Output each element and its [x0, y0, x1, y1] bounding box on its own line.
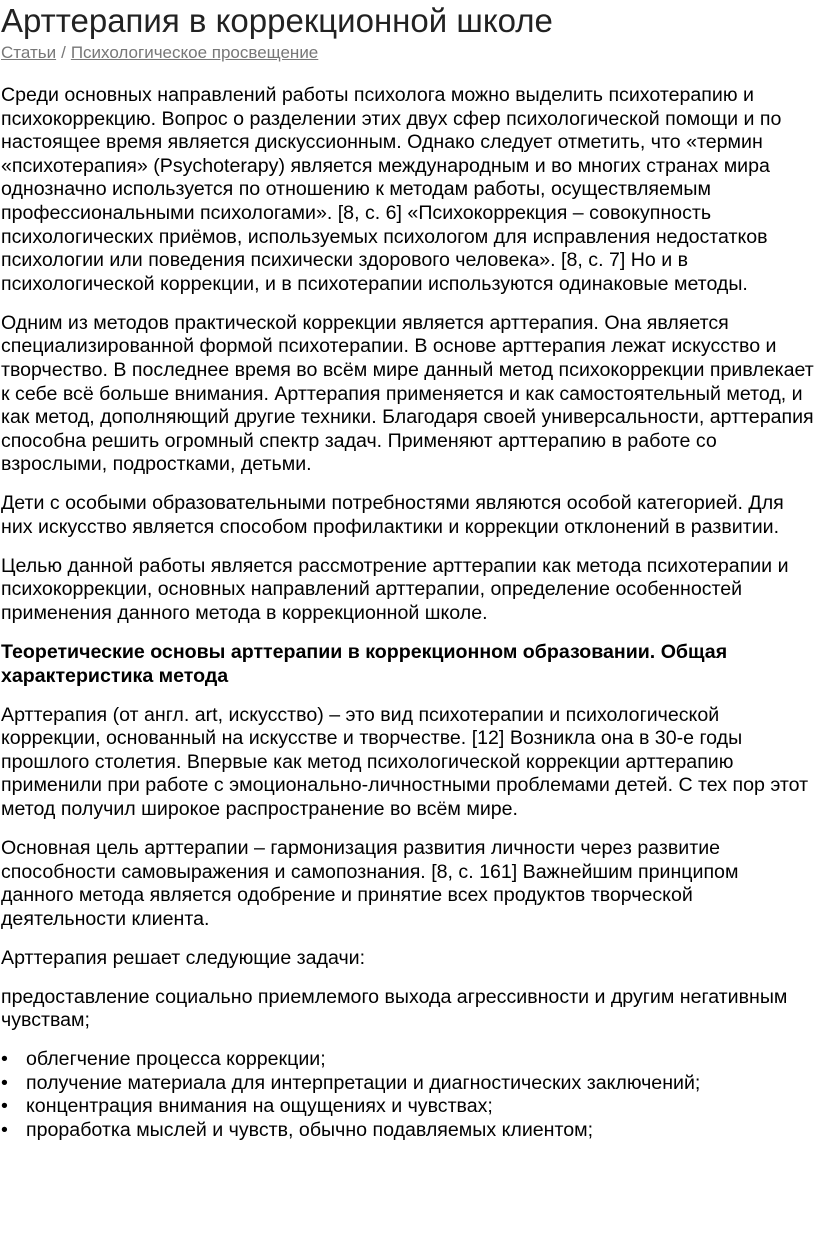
paragraph: предоставление социально приемлемого выхода агрессивности и другим негативным чувствам; [1, 985, 788, 1032]
paragraph: Дети с особыми образовательными потребностями являются особой категорией. Для них искусство является способом профилактики и коррекции отклонений в развитии. [1, 492, 784, 538]
breadcrumb-link-psychological-education[interactable]: Психологическое просвещение [70, 43, 319, 62]
article-body [1, 84, 816, 1143]
list-item [1, 1048, 816, 1072]
paragraph: Одним из методов практической коррекции является арттерапия. Она является специализированной формой психотерапии. В основе арттерапия лежат искусство и творчество. В последнее время во всём мире данный метод психокоррекции привлекает к себе всё больше внимания. Арттерапия применяется и как самостоятельный метод, и как метод, дополняющий другие техники. Благодаря своей универсальности, арттерапия способна решить огромный спектр задач. Применяют арттерапию в работе со взрослыми, подростками, детьми. [1, 311, 814, 476]
list-item-text: получение материала для интерпретации и диагностических заключений; [26, 1071, 701, 1094]
paragraph: Среди основных направлений работы психолога можно выделить психотерапию и психокоррекцию. Вопрос о разделении этих двух сфер психологической помощи и по настоящее время является дискуссионным. Однако следует отметить, что «термин «психотерапия» (Psychoterapy) является международным и во многих странах мира однозначно используется по отношению к методам работы, осуществляемым профессиональными психологами». [8, с. 6] «Психокоррекция – совокупность психологических приёмов, используемых психологом для исправления недостатков психологии или поведения психически здорового человека». [8, с. 7] Но и в психологической коррекции, и в психотерапии используются одинаковые методы. [1, 84, 782, 295]
bullet-icon: • [1, 1095, 8, 1118]
list-item-text: концентрация внимания на ощущениях и чувствах; [26, 1095, 493, 1118]
breadcrumb-link-articles[interactable]: Статьи [1, 43, 57, 62]
list-item [1, 1072, 816, 1096]
paragraph: Основная цель арттерапии – гармонизация развития личности через развитие способности самовыражения и самопознания. [8, с. 161] Важнейшим принципом данного метода является одобрение и принятие всех продуктов творческой деятельности клиента. [1, 836, 739, 930]
paragraph: Целью данной работы является рассмотрение арттерапии как метода психотерапии и психокоррекции, основных направлений арттерапии, определение особенностей применения данного метода в коррекционной школе. [1, 554, 789, 625]
bullet-icon: • [1, 1071, 8, 1094]
list-item-text: проработка мыслей и чувств, обычно подавляемых клиентом; [26, 1119, 594, 1142]
page-title: Арттерапия в коррекционной школе [1, 2, 553, 39]
list-item [1, 1119, 816, 1143]
breadcrumb [1, 42, 816, 64]
task-list [1, 1048, 816, 1142]
section-heading: Теоретические основы арттерапии в коррекционном образовании. Общая характеристика метода [1, 641, 728, 687]
list-item-text: облегчение процесса коррекции; [26, 1048, 326, 1071]
list-item [1, 1095, 816, 1119]
bullet-icon: • [1, 1119, 8, 1142]
breadcrumb-separator: / [61, 43, 66, 62]
bullet-icon: • [1, 1048, 8, 1071]
paragraph: Арттерапия решает следующие задачи: [1, 946, 366, 969]
paragraph: Арттерапия (от англ. art, искусство) – это вид психотерапии и психологической коррекции, основанный на искусстве и творчестве. [12] Возникла она в 30-е годы прошлого столетия. Впервые как метод психологической коррекции арттерапию применили при работе с эмоционально-личностными проблемами детей. С тех пор этот метод получил широкое распространение во всём мире. [1, 703, 809, 820]
